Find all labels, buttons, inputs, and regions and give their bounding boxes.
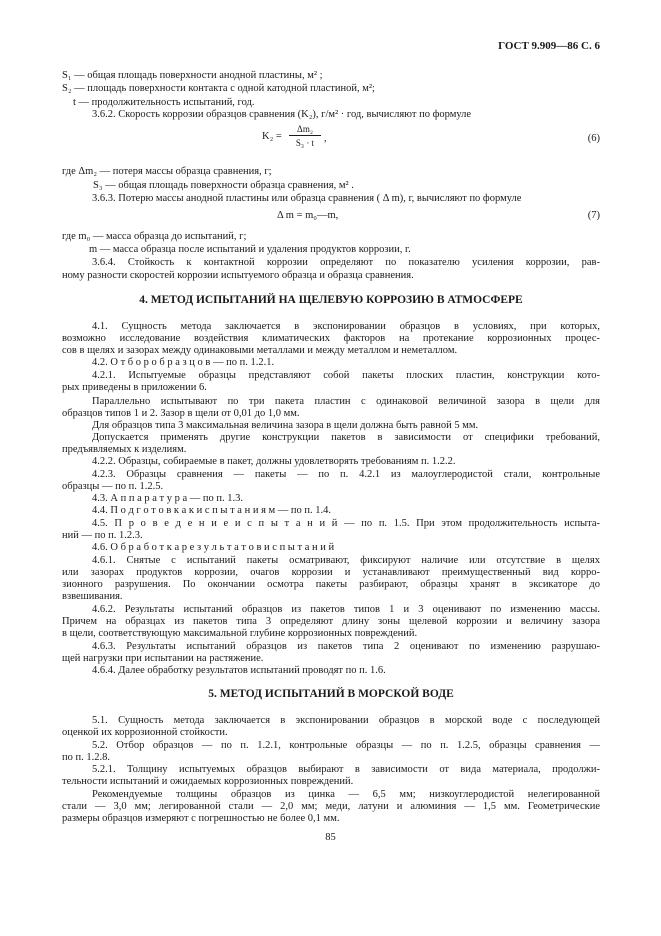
- text-line: 4.2.1. Испытуемые образцы представляют собой пакеты плоских пластин, конструкции кото-: [92, 370, 600, 381]
- text-line: t — продолжительность испытаний, год.: [73, 97, 255, 108]
- text-line: 3.6.4. Стойкость к контактной коррозии определяют по показателю усиления коррозии, рав-: [92, 257, 600, 268]
- text-line: 5.2.1. Толщину испытуемых образцов выбирают в зависимости от вида материала, продолжи-: [92, 764, 600, 775]
- text-line: Для образцов типа 3 максимальная величина зазора в щели должна быть равной 5 мм.: [92, 420, 479, 431]
- text-line: щей нагрузки при испытании на растяжение.: [62, 653, 264, 664]
- text-line: 4.1. Сущность метода заключается в экспонировании образцов в условиях, при которых,: [92, 321, 600, 332]
- text-line: Параллельно испытывают по три пакета пластин с одинаковой величиной зазора в щели для: [92, 396, 600, 407]
- text-line: рых приведены в приложении 6.: [62, 382, 207, 393]
- text-line: Рекомендуемые толщины образцов из цинка — 6,5 мм; низкоуглеродистой нелегированной: [92, 789, 600, 800]
- text-line: размеры образцов измеряют с погрешностью не более 0,1 мм.: [62, 813, 340, 824]
- text-line: 4.4. П о д г о т о в к а к и с п ы т а н и я м — по п. 1.4.: [92, 505, 332, 516]
- formula-6-number: (6): [587, 133, 600, 144]
- text-line: 4.3. А п п а р а т у р а — по п. 1.3.: [92, 493, 244, 504]
- text-line: S₂ — площадь поверхности контакта с одной катодной пластиной, м²;: [62, 83, 375, 94]
- formula-6-denominator: S₃ · t: [295, 138, 315, 148]
- text-line: 5.2. Отбор образцов — по п. 1.2.1, контрольные образцы — по п. 1.2.5, образцы сравнения —: [92, 740, 600, 751]
- text-line: 4.2.2. Образцы, собираемые в пакет, должны удовлетворять требованиям п. 1.2.2.: [92, 456, 456, 467]
- section-5-heading: 5. МЕТОД ИСПЫТАНИЙ В МОРСКОЙ ВОДЕ: [208, 688, 454, 700]
- page-number: 85: [325, 832, 336, 843]
- text-line: 3.6.3. Потерю массы анодной пластины или образца сравнения ( Δ m), г, вычисляют по формуле: [92, 193, 522, 204]
- fraction-bar: [289, 135, 321, 136]
- formula-6-lhs: K₂ =: [262, 131, 282, 142]
- text-line: сов в щелях и зазорах между одинаковыми металлами и между металлом и неметаллом.: [62, 345, 458, 356]
- text-line: образцы — по п. 1.2.5.: [62, 481, 164, 492]
- page-header: ГОСТ 9.909—86 С. 6: [498, 40, 600, 52]
- text-line: S₃ — общая площадь поверхности образца сравнения, м² .: [93, 180, 354, 191]
- text-line: оценкой их коррозионной стойкости.: [62, 727, 228, 738]
- formula-7-text: Δ m = m₀—m,: [277, 210, 339, 221]
- text-line: в щели, соответствующую максимальной глубине коррозионных повреждений.: [62, 628, 418, 639]
- text-line: тельности испытаний и ожидаемых коррозионных повреждений.: [62, 776, 354, 787]
- text-line: m — масса образца после испытаний и удаления продуктов коррозии, г.: [89, 244, 411, 255]
- text-line: 3.6.2. Скорость коррозии образцов сравнения (K₂), г/м² · год, вычисляют по формуле: [92, 109, 472, 120]
- text-line: возможно исследование воздействия климатических факторов на протекание коррозионных процес-: [62, 333, 600, 344]
- formula-7-number: (7): [587, 210, 600, 221]
- text-line: где m₀ — масса образца до испытаний, г;: [62, 231, 247, 242]
- text-line: зионного разрушения. По окончании осмотра пакеты разбирают, образцы хранят в эксикаторе до: [62, 579, 600, 590]
- text-line: взвешивания.: [62, 591, 123, 602]
- text-line: 4.6.2. Результаты испытаний образцов из пакетов типов 1 и 3 оценивают по изменению массы.: [92, 604, 600, 615]
- section-4-heading: 4. МЕТОД ИСПЫТАНИЙ НА ЩЕЛЕВУЮ КОРРОЗИЮ В АТМОСФЕРЕ: [139, 294, 523, 306]
- formula-6-numerator: Δm₂: [297, 124, 313, 134]
- text-line: 4.2. О т б о р о б р а з ц о в — по п. 1.2.1.: [92, 357, 275, 368]
- text-line: ний — по п. 1.2.3.: [62, 530, 143, 541]
- text-line: Причем на образцах из пакетов типа 3 определяют длину зоны щелевой коррозии и величину зазора: [62, 616, 600, 627]
- text-line: 4.5. П р о в е д е н и е и с п ы т а н и й — по п. 1.5. При этом продолжительность испыта-: [92, 518, 600, 529]
- text-line: или зазорах продуктов коррозии, очагов коррозии и устанавливают преимущественный вид корро-: [62, 567, 600, 578]
- text-line: 4.6.3. Результаты испытаний образцов из пакетов типа 2 оценивают по изменению разрушаю-: [92, 641, 600, 652]
- text-line: 4.2.3. Образцы сравнения — пакеты — по п. 4.2.1 из малоуглеродистой стали, контрольные: [92, 469, 600, 480]
- text-line: стали — 3,0 мм; легированной стали — 2,0 мм; меди, латуни и алюминия — 1,5 мм. Геометрические: [62, 801, 600, 812]
- text-line: предъявляемых к изделиям.: [62, 444, 187, 455]
- text-line: по п. 1.2.8.: [62, 752, 110, 763]
- text-line: образцов типов 1 и 2. Зазор в щели от 0,01 до 1,0 мм.: [62, 408, 300, 419]
- text-line: S₁ — общая площадь поверхности анодной пластины, м² ;: [62, 70, 323, 81]
- text-line: 4.6.4. Далее обработку результатов испытаний проводят по п. 1.6.: [92, 665, 386, 676]
- text-line: ному разности скоростей коррозии испытуемого образца и образца сравнения.: [62, 270, 414, 281]
- text-line: 4.6. О б р а б о т к а р е з у л ь т а т о в и с п ы т а н и й: [92, 542, 335, 553]
- text-line: 5.1. Сущность метода заключается в экспонировании образцов в морской воде с последующей: [92, 715, 600, 726]
- text-line: где Δm₂ — потеря массы образца сравнения, г;: [62, 166, 272, 177]
- text-line: Допускается применять другие конструкции пакетов в зависимости от специфики требований,: [92, 432, 600, 443]
- text-line: 4.6.1. Снятые с испытаний пакеты осматривают, фиксируют наличие или отсутствие в щелях: [92, 555, 600, 566]
- formula-6-tail: ,: [324, 133, 327, 144]
